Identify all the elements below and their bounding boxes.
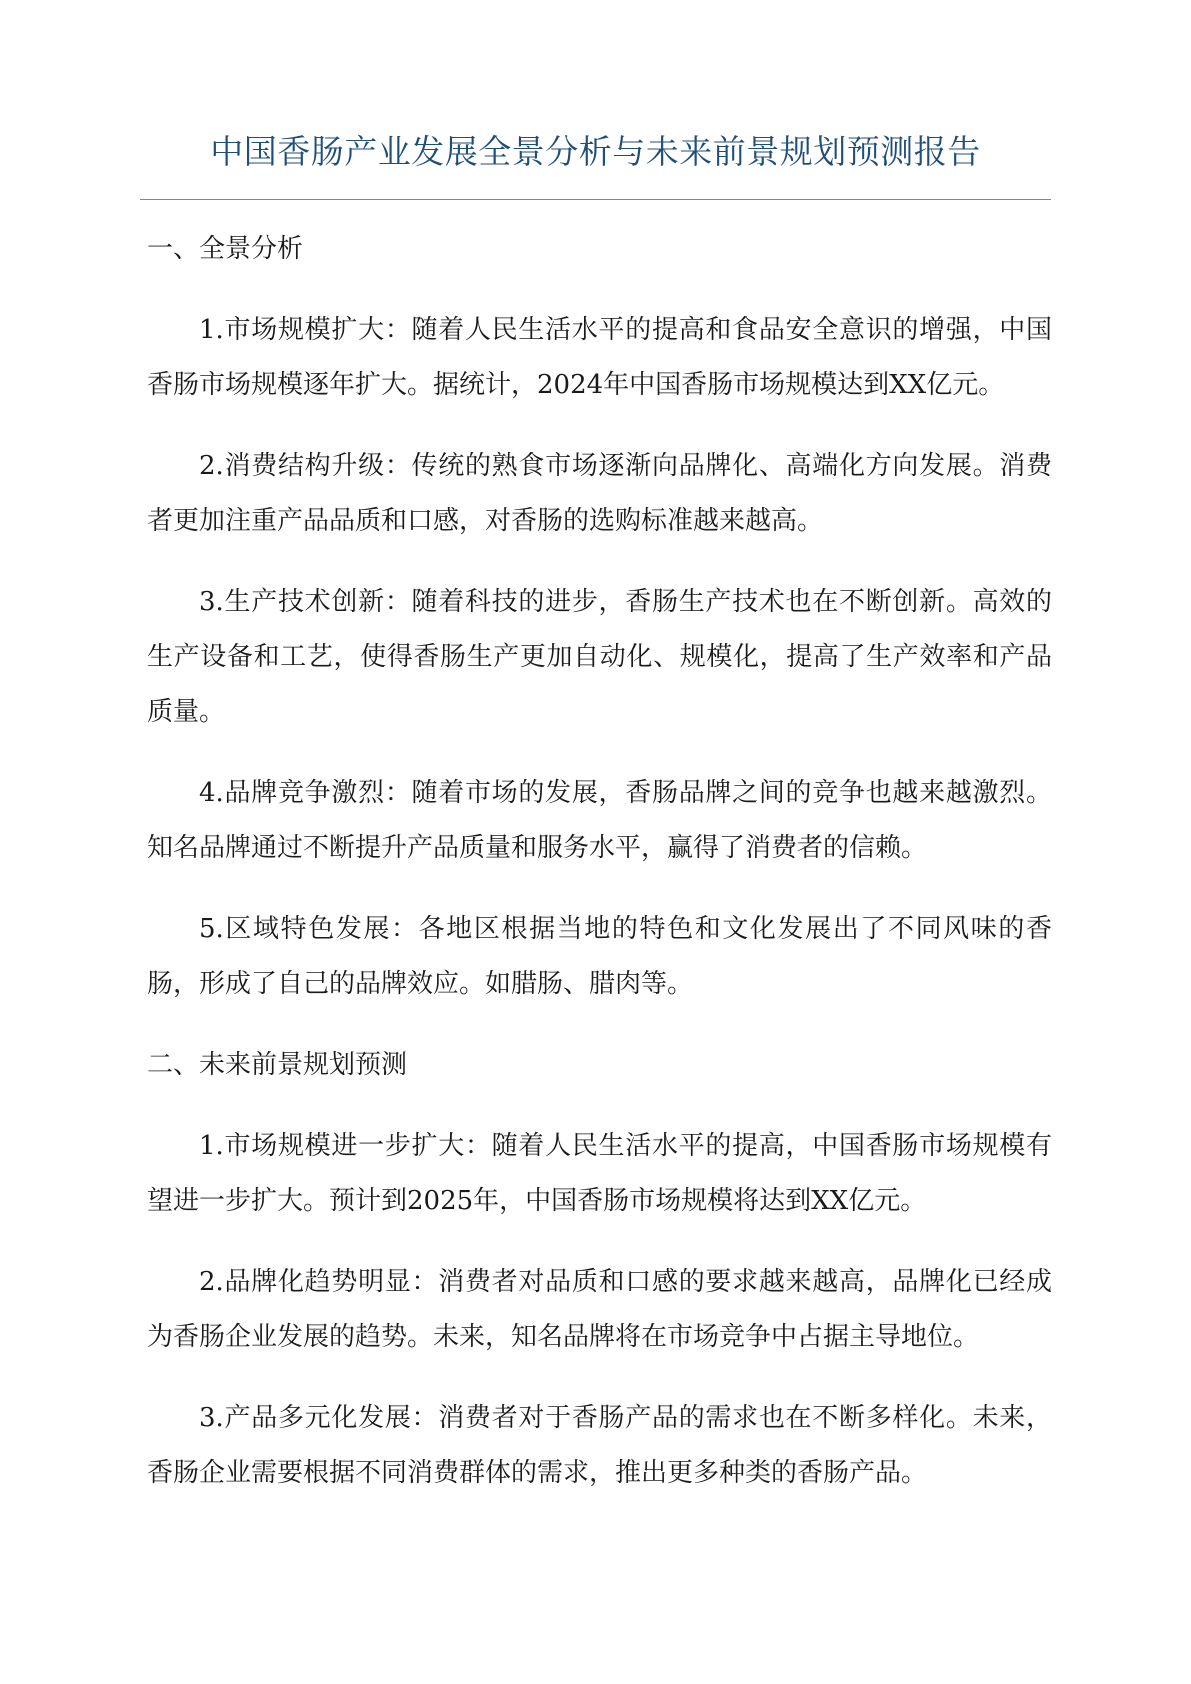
section-heading: 二、未来前景规划预测	[147, 1050, 408, 1080]
paragraph: 3.产品多元化发展：消费者对于香肠产品的需求也在不断多样化。未来，香肠企业需要根据不同消费群体的需求，推出更多种类的香肠产品。	[147, 1403, 1052, 1488]
section-forecast	[147, 1038, 1052, 1501]
paragraph: 1.市场规模扩大：随着人民生活水平的提高和食品安全意识的增强，中国香肠市场规模逐年扩大。据统计，2024年中国香肠市场规模达到XX亿元。	[147, 315, 1052, 400]
section-overview	[147, 222, 1052, 1012]
paragraph: 2.消费结构升级：传统的熟食市场逐渐向品牌化、高端化方向发展。消费者更加注重产品品质和口感，对香肠的选购标准越来越高。	[147, 451, 1052, 536]
paragraph: 3.生产技术创新：随着科技的进步，香肠生产技术也在不断创新。高效的生产设备和工艺，使得香肠生产更加自动化、规模化，提高了生产效率和产品质量。	[147, 587, 1052, 727]
section-heading: 一、全景分析	[147, 234, 304, 264]
paragraph: 2.品牌化趋势明显：消费者对品质和口感的要求越来越高，品牌化已经成为香肠企业发展的趋势。未来，知名品牌将在市场竞争中占据主导地位。	[147, 1267, 1052, 1352]
title-divider	[140, 199, 1051, 200]
document-title: 中国香肠产业发展全景分析与未来前景规划预测报告	[210, 132, 981, 171]
paragraph: 1.市场规模进一步扩大：随着人民生活水平的提高，中国香肠市场规模有望进一步扩大。预计到2025年，中国香肠市场规模将达到XX亿元。	[147, 1131, 1052, 1216]
paragraph: 5.区域特色发展：各地区根据当地的特色和文化发展出了不同风味的香肠，形成了自己的品牌效应。如腊肠、腊肉等。	[147, 914, 1052, 999]
document-body	[147, 222, 1052, 1527]
paragraph: 4.品牌竞争激烈：随着市场的发展，香肠品牌之间的竞争也越来越激烈。知名品牌通过不断提升产品质量和服务水平，赢得了消费者的信赖。	[147, 778, 1052, 863]
